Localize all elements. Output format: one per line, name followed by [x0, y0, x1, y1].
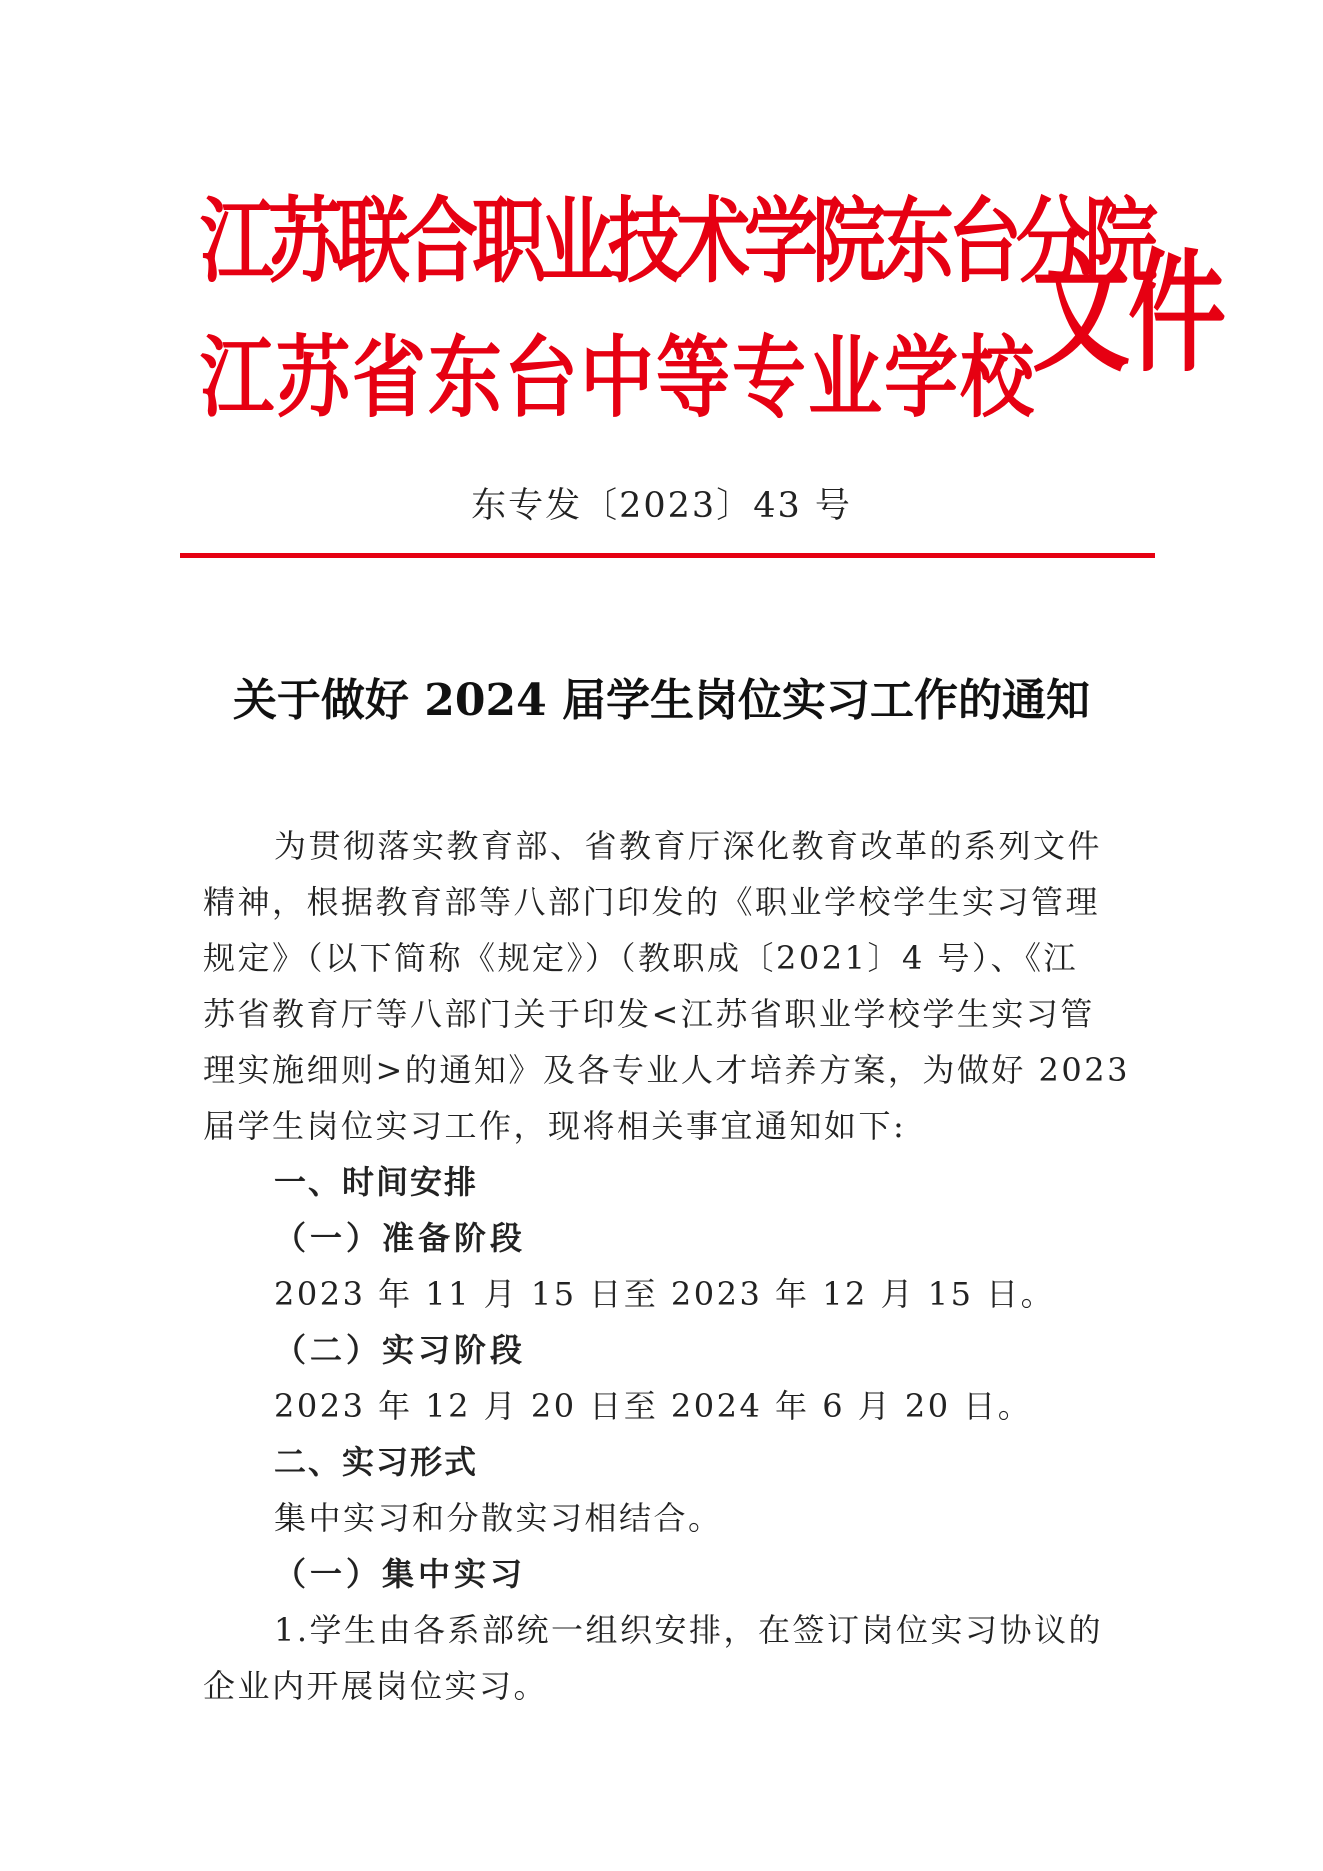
section-1-sub-2-heading: （二）实习阶段 — [274, 1331, 527, 1369]
intro-line-6: 届学生岗位实习工作，现将相关事宜通知如下: — [203, 1107, 907, 1145]
section-2-text: 集中实习和分散实习相结合。 — [274, 1499, 723, 1537]
section-2-sub-1-heading: （一）集中实习 — [274, 1555, 527, 1593]
intro-line-4: 苏省教育厅等八部门关于印发<江苏省职业学校学生实习管 — [203, 995, 1095, 1033]
section-1-sub-1-heading: （一）准备阶段 — [274, 1219, 527, 1257]
section-2-item-1-line-1: 1.学生由各系部统一组织安排，在签订岗位实习协议的 — [274, 1611, 1104, 1649]
document-title: 关于做好 2024 届学生岗位实习工作的通知 — [232, 675, 1091, 726]
section-1-heading: 一、时间安排 — [274, 1163, 479, 1201]
section-2-item-1-line-2: 企业内开展岗位实习。 — [203, 1667, 549, 1705]
issuer-name-line-2: 江苏省东台中等专业学校 — [200, 326, 1036, 430]
document-word: 文件 — [1032, 235, 1225, 392]
red-divider-line — [180, 553, 1155, 558]
intro-line-1: 为贯彻落实教育部、省教育厅深化教育改革的系列文件 — [274, 827, 1103, 865]
intro-line-5: 理实施细则>的通知》及各专业人才培养方案，为做好 2023 — [203, 1051, 1130, 1089]
section-1-sub-1-text: 2023 年 11 月 15 日至 2023 年 12 月 15 日。 — [274, 1275, 1056, 1313]
issuer-name-line-1: 江苏联合职业技术学院东台分院 — [200, 188, 1152, 296]
red-letterhead — [200, 188, 1225, 446]
intro-line-2: 精神，根据教育部等八部门印发的《职业学校学生实习管理 — [203, 883, 1101, 921]
section-2-heading: 二、实习形式 — [274, 1443, 479, 1481]
document-number: 东专发〔2023〕43 号 — [471, 486, 852, 526]
section-1-sub-2-text: 2023 年 12 月 20 日至 2024 年 6 月 20 日。 — [274, 1387, 1033, 1425]
intro-line-3: 规定》（以下简称《规定》）（教职成〔2021〕4 号）、《江 — [203, 939, 1078, 977]
